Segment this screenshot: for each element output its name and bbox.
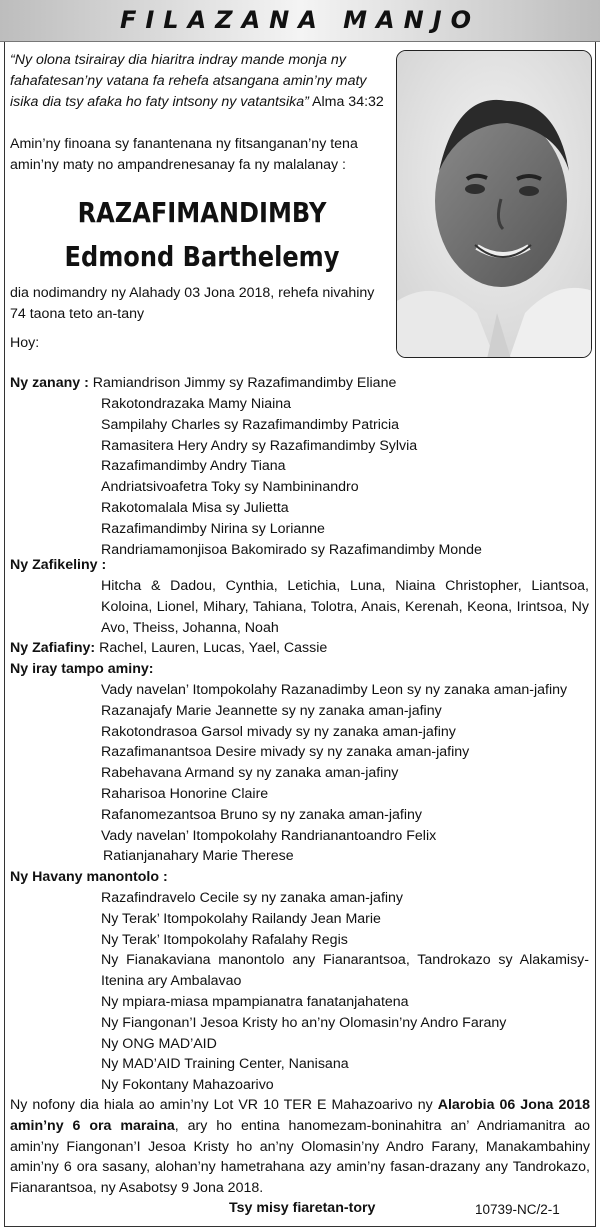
zanany-section: [10, 373, 396, 394]
death-notice: dia nodimandry ny Alahady 03 Jona 2018, rehefa nivahiny 74 taona teto an-tany: [10, 285, 375, 322]
funeral-part-1: Ny nofony dia hiala ao amin’ny Lot VR 10 TER E Mahazoarivo ny: [10, 1097, 438, 1113]
havany-label: Ny Havany manontolo :: [10, 869, 168, 885]
deceased-surname: RAZAFIMANDIMBY: [77, 196, 327, 229]
list-item: Razafimanantsoa Desire mivady sy ny zanaka aman-jafiny: [101, 744, 470, 761]
list-item: Ny ONG MAD’AID: [101, 1035, 217, 1052]
page-title: FILAZANA MANJO: [119, 6, 481, 35]
list-item: Rakotomalala Misa sy Julietta: [101, 499, 289, 516]
list-item: Razafimandimby Nirina sy Lorianne: [101, 520, 325, 537]
list-item: Randriamamonjisoa Bakomirado sy Razafimandimby Monde: [101, 541, 482, 558]
intro-text: Amin’ny finoana sy fanantenana ny fitsanganan’ny tena amin’ny maty no ampandrenesanay fa ny malalanay :: [10, 136, 358, 173]
iray-tampo-list: [101, 680, 567, 867]
funeral-details: [10, 1095, 590, 1199]
list-item: Ny Terak’ Itompokolahy Railandy Jean Marie: [101, 910, 381, 927]
deceased-given-names: Edmond Barthelemy: [64, 240, 340, 273]
zafiafiny-label: Ny Zafiafiny:: [10, 640, 96, 656]
quote-reference: Alma 34:32: [308, 93, 384, 110]
list-item: Razafindravelo Cecile sy ny zanaka aman-jafiny: [101, 890, 404, 906]
portrait-photo: [396, 50, 592, 358]
list-item: Raharisoa Honorine Claire: [101, 785, 269, 802]
list-item: Rakotondrazaka Mamy Niaina: [101, 396, 292, 412]
reference-code: 10739-NC/2-1: [475, 1202, 560, 1217]
list-item: Vady navelan’ Itompokolahy Randrianantoandro Felix: [101, 827, 437, 844]
list-item: Ny Fiangonan’I Jesoa Kristy ho an’ny Olomasin’ny Andro Farany: [101, 1014, 507, 1031]
list-item: Andriatsivoafetra Toky sy Nambininandro: [101, 479, 359, 496]
list-item: Ratianjanahary Marie Therese: [103, 848, 294, 865]
quote-text: “Ny olona tsirairay dia hiaritra indray mande monja ny fahafatesan’ny vatana fa rehefa atsangana amin’ny maty isika dia tsy afaka ho faty intsony ny vatantsika”: [10, 52, 367, 110]
havany-list: [101, 888, 589, 1096]
list-item: Ny MAD’AID Training Center, Nanisana: [101, 1056, 349, 1073]
zanany-label: Ny zanany :: [10, 375, 89, 391]
header-banner: [0, 0, 600, 42]
list-item: Rakotondrasoa Garsol mivady sy ny zanaka aman-jafiny: [101, 723, 456, 740]
list-item: Ny Fokontany Mahazoarivo: [101, 1077, 274, 1094]
list-item: Razanajafy Marie Jeannette sy ny zanaka aman-jafiny: [101, 702, 442, 719]
zafiafiny-section: [10, 638, 327, 659]
list-item: Ny mpiara-miasa mpampianatra fanatanjahatena: [101, 993, 409, 1010]
list-item: Rabehavana Armand sy ny zanaka aman-jafiny: [101, 765, 399, 782]
list-item: Ny Fianakaviana manontolo any Fianarantsoa, Tandrokazo sy Alakamisy-Itenina ary Ambalavao: [101, 952, 589, 990]
portrait-image: [397, 51, 592, 358]
list-item: Razafimandimby Andry Tiana: [101, 458, 286, 475]
zanany-first: Ramiandrison Jimmy sy Razafimandimby Eliane: [92, 375, 397, 391]
zafikeliny-text: Hitcha & Dadou, Cynthia, Letichia, Luna, Niaina Christopher, Liantsoa, Koloina, Lionel, Mihary, Tahiana, Tolotra, Anais, Kerenah, Keona, Irintsoa, Ny Avo, Theiss, Johanna, Noah: [101, 578, 589, 636]
scripture-quote: [10, 50, 392, 112]
list-item: Rafanomezantsoa Bruno sy ny zanaka aman-jafiny: [101, 806, 422, 823]
zafiafiny-text: Rachel, Lauren, Lucas, Yael, Cassie: [95, 640, 328, 656]
list-item: Ramasitera Hery Andry sy Razafimandimby Sylvia: [101, 437, 418, 454]
funeral-part-2: , ary ho entina hanomezam-boninahitra an’ Andriamanitra ao amin’ny Fiangonan’I Jesoa Kristy ho an’ny Olomasin’ny Andro Farany, Manakambahiny amin’ny 6 ora sasany, alohan’ny hametrahana azy amin’ny fasan-drazany any Tandrokazo, Fianarantsoa, ny Asabotsy 9 Jona 2018.: [10, 1117, 591, 1197]
list-item: Sampilahy Charles sy Razafimandimby Patricia: [101, 416, 400, 433]
zanany-list: [101, 394, 482, 560]
iray-tampo-label: Ny iray tampo aminy:: [10, 661, 154, 677]
zafikeliny-label: Ny Zafikeliny :: [10, 557, 107, 573]
funeral-date-time: Alarobia 06 Jona 2018 amin’ny 6 ora maraina: [10, 1097, 591, 1134]
list-item: Vady navelan’ Itompokolahy Razanadimby Leon sy ny zanaka aman-jafiny: [101, 682, 568, 698]
list-item: Ny Terak’ Itompokolahy Rafalahy Regis: [101, 931, 348, 948]
closing-note: Tsy misy fiaretan-tory: [229, 1200, 376, 1216]
hoy-label: Hoy:: [10, 335, 40, 351]
